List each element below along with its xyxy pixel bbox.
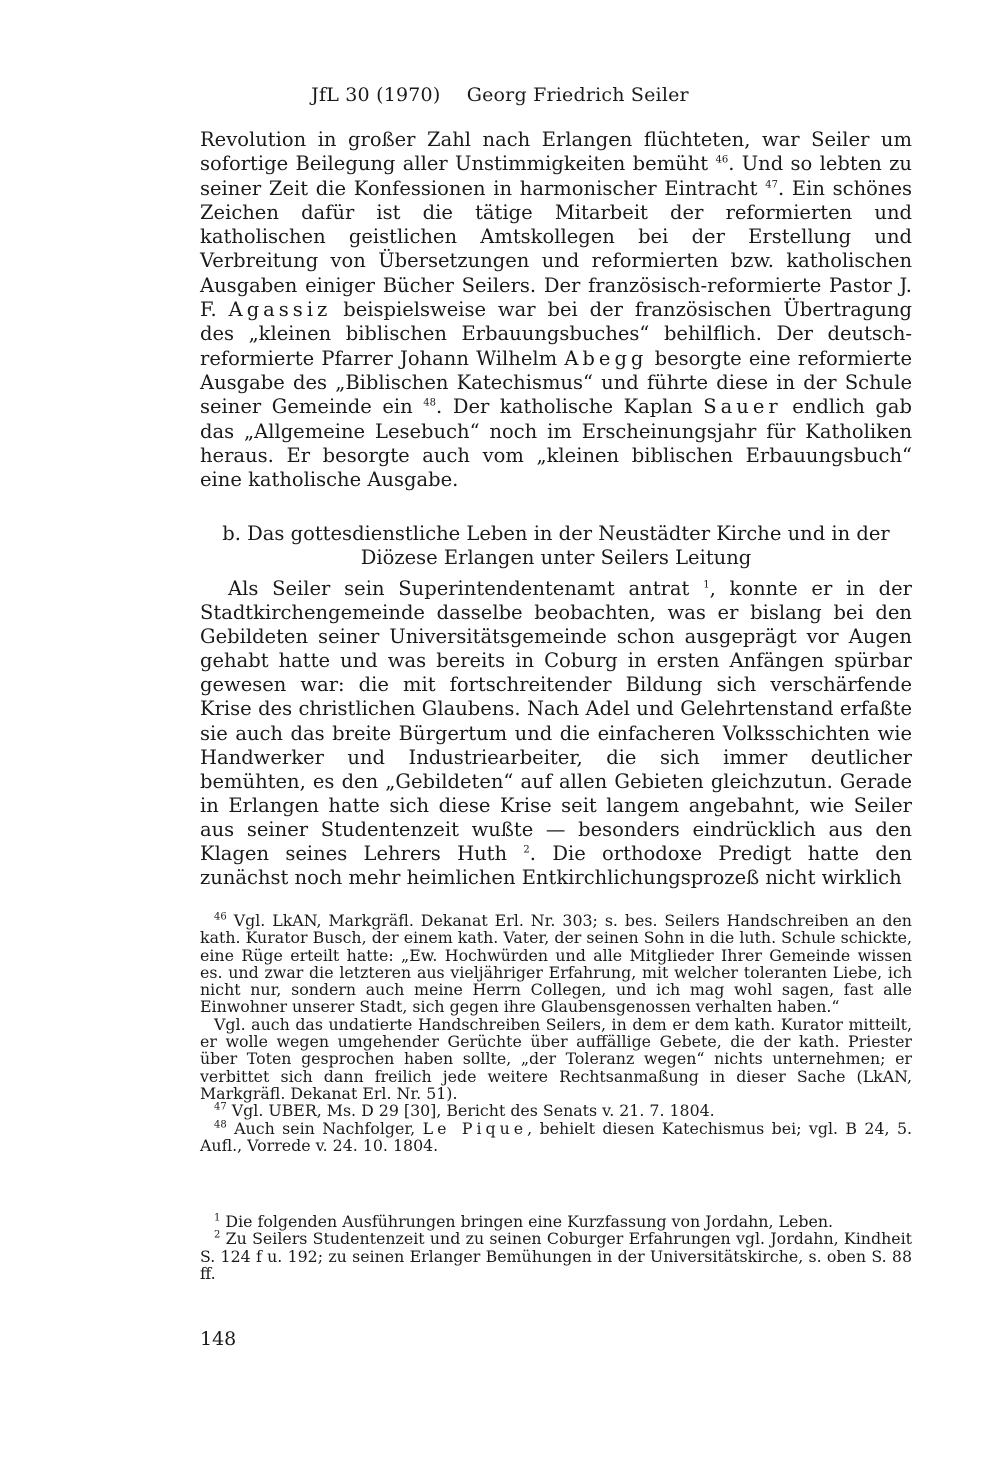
section-heading: b. Das gottesdienstliche Leben in der Neustädter Kirche und in der Diözese Erlangen unter Seilers Leitung xyxy=(222,522,890,569)
spaced-name: Agassiz xyxy=(228,298,332,322)
footnote-ref-48[interactable]: 48 xyxy=(423,397,437,409)
footnote-ref-2[interactable]: 2 xyxy=(523,844,530,856)
footnote-47: $^{47}$ Vgl. UBER, Ms. D 29 [30], Bericht des Senats v. 21. 7. 1804. xyxy=(214,1101,715,1121)
footnotes-upper xyxy=(200,912,912,1154)
page-number: 148 xyxy=(200,1328,237,1350)
body-text-lower xyxy=(200,577,912,890)
footnote-ref-47[interactable]: 47 xyxy=(765,179,778,191)
journal-reference: JfL 30 (1970) xyxy=(311,84,441,106)
header-author: Georg Friedrich Seiler xyxy=(466,84,689,106)
paragraph: Revolution in großer Zahl nach Erlangen flüchteten, war Seiler um sofortige Beilegung aller Unstimmigkeiten bemüht $^{46}$. Und so lebten zu seiner Zeit die Konfessionen in harmonischer Eintracht $^{47}$. Ein schönes Zeichen dafür ist die tätige Mitarbeit der reformierten und katholischen geistlichen Amtskollegen bei der Erstellung und Verbreitung von Übersetzungen und reformierten bzw. katholischen Ausgaben einiger Bücher Seilers. Der französisch-reformierte Pastor J. F. Agassiz beispielsweise war bei der französischen Übertragung des „kleinen biblischen Erbauungsbuches“ behilflich. Der deutsch-reformierte Pfarrer Johann Wilhelm Abegg besorgte eine reformierte Ausgabe des „Biblischen Katechismus“ und führte diese in der Schule seiner Gemeinde ein $^{48}$. Der katholische Kaplan Sauer endlich gab das „Allgemeine Lesebuch“ noch im Erscheinungsjahr für Katholiken heraus. Er besorgte auch vom „kleinen biblischen Erbauungsbuch“ eine katholische Ausgabe. xyxy=(200,128,913,492)
paragraph: Als Seiler sein Superintendentenamt antrat $^1$, konnte er in der Stadtkirchengemeinde dasselbe beobachten, was er bislang bei den Gebildeten seiner Universitätsgemeinde schon ausgeprägt vor Augen gehabt hatte und was bereits in Coburg in ersten Anfängen spürbar gewesen war: die mit fortschreitender Bildung sich verschärfende Krise des christlichen Glaubens. Nach Adel und Gelehrtenstand erfaßte sie auch das breite Bürgertum und die einfacheren Volksschichten wie Handwerker und Industriearbeiter, die sich immer deutlicher bemühten, es den „Gebildeten“ auf allen Gebieten gleichzutun. Gerade in Erlangen hatte sich diese Krise seit langem angebahnt, wie Seiler aus seiner Studentenzeit wußte — besonders eindrücklich aus den Klagen seines Lehrers Huth $^2$. Die orthodoxe Predigt hatte den zunächst noch mehr heimlichen Entkirchlichungsprozeß nicht wirklich xyxy=(200,577,913,890)
footnote-ref-1[interactable]: 1 xyxy=(703,579,710,591)
footnote-1: $^1$ Die folgenden Ausführungen bringen eine Kurzfassung von Jordahn, Leben. xyxy=(214,1212,834,1231)
spaced-name: Abegg xyxy=(564,346,648,370)
footnote-46: $^{46}$ Vgl. LkAN, Markgräfl. Dekanat Erl. Nr. 303; s. bes. Seilers Handschreiben an den kath. Kurator Busch, der einem kath. Vater, der seinen Sohn in die luth. Schule schickte, eine Rüge erteilt hatte: „Ew. Hochwürden und alle Mitglieder Ihrer Gemeinde wissen es. und zwar die letzteren aus vieljähriger Erfahrung, mit welcher toleranten Liebe, ich nicht nur, sondern auch meine Herrn Collegen, und ich mag wohl sagen, fast alle Einwohner unserer Stadt, sich gegen ihre Glaubensgenossen verhalten haben.“ xyxy=(200,911,912,1017)
footnotes-lower xyxy=(200,1213,912,1282)
running-header xyxy=(0,84,1000,106)
footnote-2: $^2$ Zu Seilers Studentenzeit und zu seinen Coburger Erfahrungen vgl. Jordahn, Kindheit S. 124 f u. 192; zu seinen Erlanger Bemühungen in der Universitätskirche, s. oben S. 88 ff. xyxy=(200,1229,912,1283)
footnote-46-continuation: Vgl. auch das undatierte Handschreiben Seilers, in dem er dem kath. Kurator mitteilt, er wolle wegen umgehender Gerüchte über auffällige Gebete, die der kath. Priester über Toten gesprochen haben sollte, „der Toleranz wegen“ nichts unternehmen; er verbittet sich dann freilich jede weitere Rechtsanmaßung in dieser Sache (LkAN, Markgräfl. Dekanat Erl. Nr. 51). xyxy=(200,1014,912,1103)
footnote-48: $^{48}$ Auch sein Nachfolger, Le Pique, behielt diesen Katechismus bei; vgl. B 24, 5. Aufl., Vorrede v. 24. 10. 1804. xyxy=(200,1118,913,1155)
footnote-ref-46[interactable]: 46 xyxy=(715,154,729,166)
body-text-upper xyxy=(200,128,912,492)
spaced-name: Sauer xyxy=(703,395,782,419)
